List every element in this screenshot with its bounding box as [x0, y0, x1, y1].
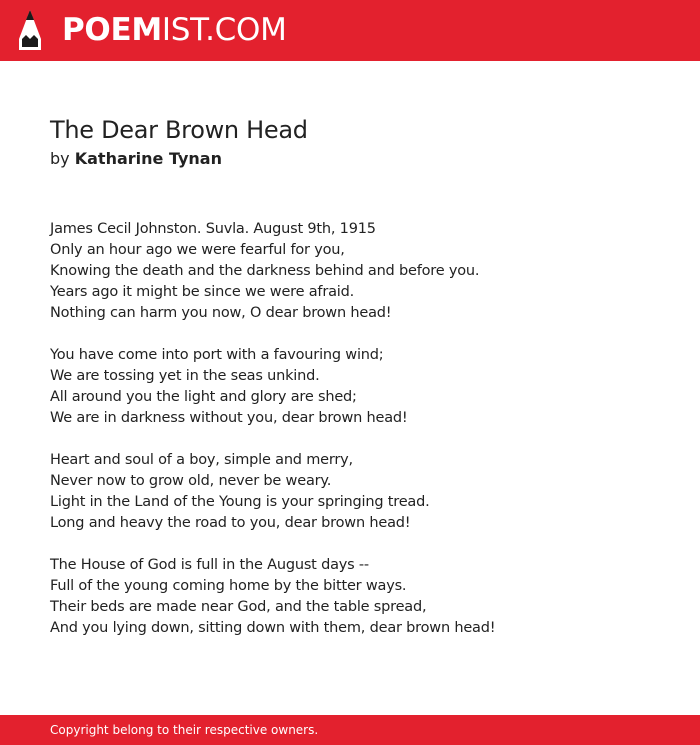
poem-line: Heart and soul of a boy, simple and merry, [50, 452, 353, 468]
poem-line: James Cecil Johnston. Suvla. August 9th, 1915 [50, 221, 376, 237]
poem-title: The Dear Brown Head [50, 116, 308, 144]
author-name: Katharine Tynan [74, 149, 222, 168]
brand-bold: POEM [62, 12, 162, 48]
poem-line: Nothing can harm you now, O dear brown head! [50, 305, 392, 321]
by-label: by [50, 149, 70, 168]
poem-body [50, 219, 670, 639]
poem-line: Light in the Land of the Young is your springing tread. [50, 494, 430, 510]
poem-line: Full of the young coming home by the bitter ways. [50, 578, 407, 594]
poem-line: We are tossing yet in the seas unkind. [50, 368, 320, 384]
poem-line: You have come into port with a favouring wind; [50, 347, 384, 363]
site-logo-text[interactable] [62, 12, 287, 48]
poem-line: Long and heavy the road to you, dear brown head! [50, 515, 411, 531]
site-footer [0, 715, 700, 745]
poem-line: Only an hour ago we were fearful for you, [50, 242, 345, 258]
poem-line: We are in darkness without you, dear brown head! [50, 410, 408, 426]
pencil-tip-icon[interactable] [17, 9, 43, 51]
byline [50, 149, 222, 168]
stanza-break [50, 429, 670, 450]
poem-line: Never now to grow old, never be weary. [50, 473, 332, 489]
poem-line: The House of God is full in the August days -- [50, 557, 369, 573]
poem-line: Years ago it might be since we were afraid. [50, 284, 355, 300]
brand-light: IST.COM [161, 12, 287, 48]
poem-line: All around you the light and glory are shed; [50, 389, 357, 405]
stanza-break [50, 534, 670, 555]
poem-line: And you lying down, sitting down with them, dear brown head! [50, 620, 496, 636]
poem-line: Knowing the death and the darkness behind and before you. [50, 263, 480, 279]
site-header [0, 0, 700, 61]
copyright-text: Copyright belong to their respective owners. [50, 723, 319, 737]
stanza-break [50, 324, 670, 345]
poem-line: Their beds are made near God, and the table spread, [50, 599, 427, 615]
